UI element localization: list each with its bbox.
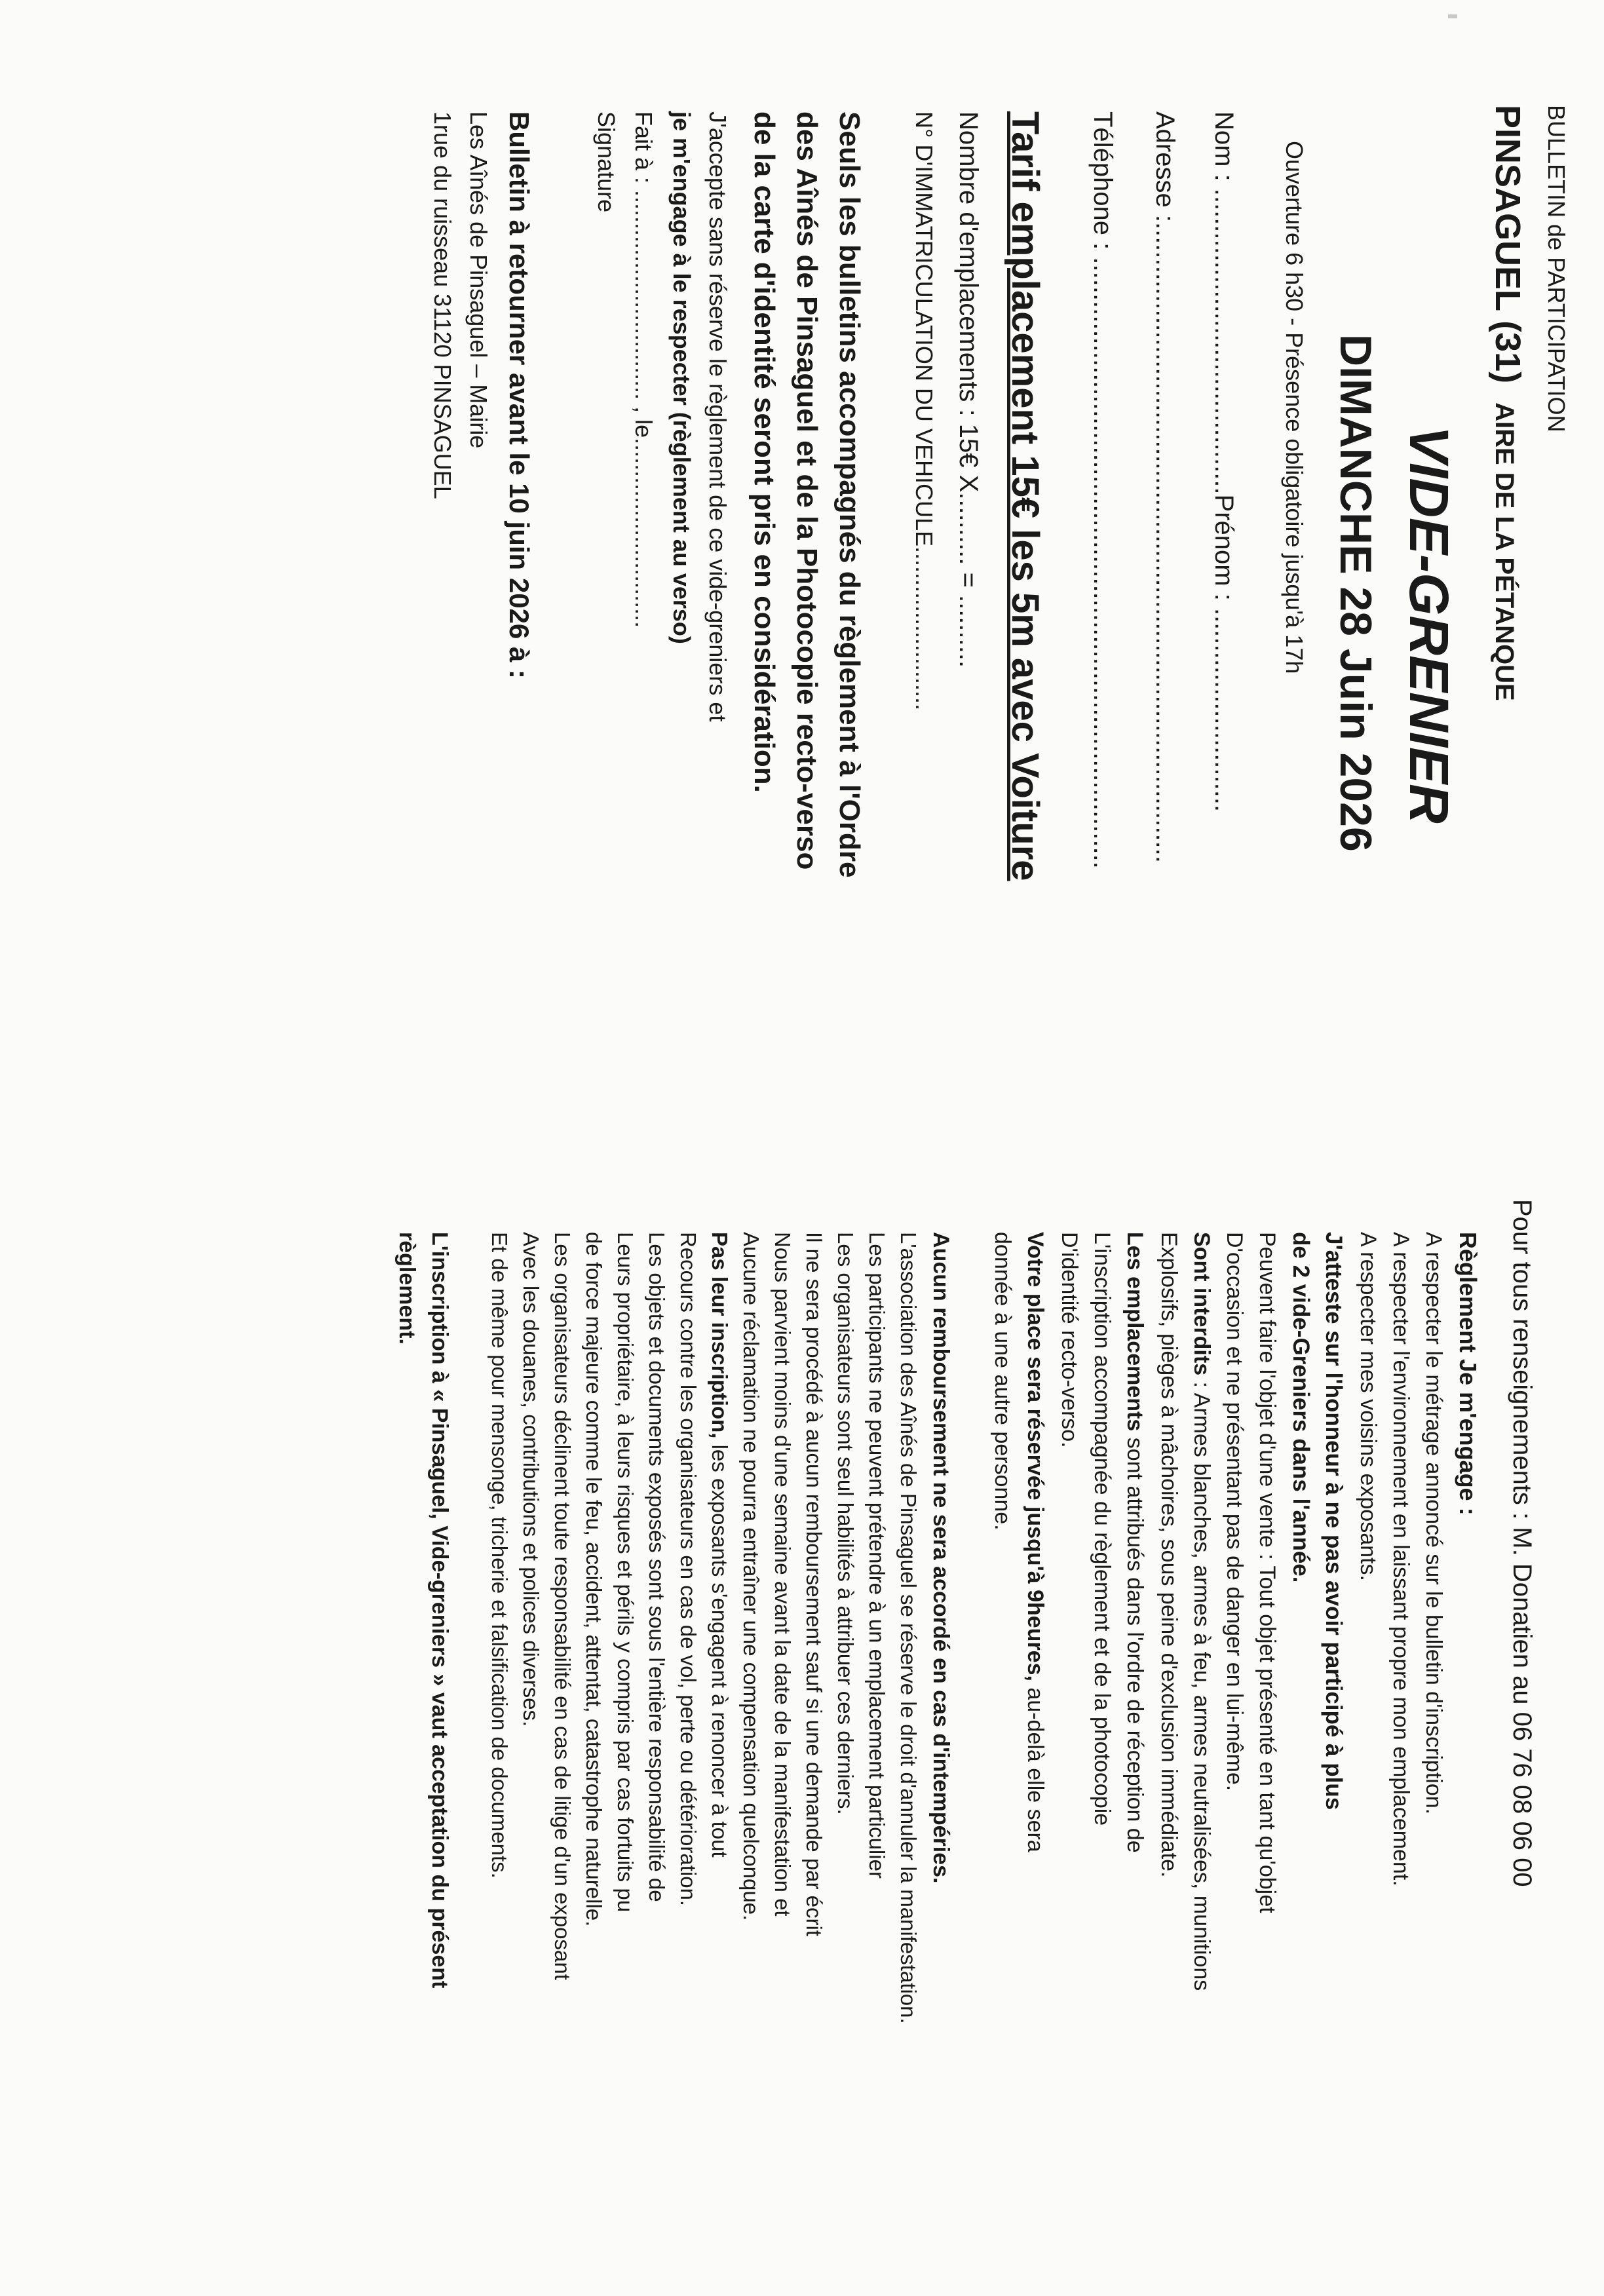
liability-line-3: Les objets et documents exposés sont sous l'entière responsabilité de (645, 1232, 669, 1902)
event-title: VIDE-GRENIER (1398, 426, 1460, 824)
refund-line-6: Aucune réclamation ne pourra entraîner une compensation quelconque. (739, 1232, 763, 1921)
org-town: PINSAGUEL (31) (1488, 105, 1527, 384)
spots-text: sont attribués dans l'ordre de réception de (1122, 1431, 1147, 1853)
spots-line-3: D'identité recto-verso. (1057, 1232, 1082, 1448)
spots-label: Les emplacements (1122, 1232, 1147, 1432)
rule-2: A respecter l'environnement en laissant propre mon emplacement. (1388, 1232, 1413, 1886)
accept-line-1: J'accepte sans réserve le règlement de ce vide-greniers et (704, 111, 731, 722)
contact-line (1509, 1199, 1535, 1887)
refund-line-5: Nous parvient moins d'une semaine avant la date de la manifestation et (771, 1232, 795, 1917)
reservation-line-1 (1024, 1232, 1046, 1852)
forbidden-line-2: Explosifs, pièges à mâchoires, sous peine d'exclusion immédiate. (1156, 1232, 1181, 1878)
opening-hours: Ouverture 6 h30 - Présence obligatoire jusqu'à 17h (1281, 141, 1308, 674)
reservation-text: au-delà elle sera (1023, 1681, 1048, 1852)
contact-text: Pour tous renseignements : M. Donatien au 06 76 08 06 00 (1508, 1199, 1537, 1887)
refund-line-1: L'association des Aînés de Pinsaguel se réserve le droit d'annuler la manifestation. (896, 1232, 921, 2024)
attest-line-2: de 2 vide-Greniers dans l'année. (1288, 1232, 1314, 1583)
refund-line-4: Il ne sera procédé à aucun remboursement sauf si une demande par écrit (802, 1232, 826, 1936)
liability-line-1 (709, 1232, 731, 1858)
places-count-field[interactable]: Nombre d'emplacements : 15€ X.......... = .......... (954, 111, 983, 668)
liability-line-5: de force majeure comme le feu, accident, attentat, catastrophe naturelle. (582, 1232, 606, 1927)
forbidden-label: Sont interdits (1189, 1232, 1214, 1376)
org-line (1490, 105, 1525, 701)
org-place: AIRE DE LA PÉTANQUE (1490, 402, 1519, 701)
vehicle-registration-field[interactable]: N° D'IMMATRICULATION DU VEHICULE......................... (911, 111, 938, 711)
form-header: BULLETIN de PARTICIPATION (1543, 105, 1570, 432)
accept-line-2: je m'engage à le respecter (règlement au verso) (668, 111, 695, 644)
place-date-field[interactable]: Fait à : ................................ , le............................. (630, 111, 657, 628)
spots-line-1 (1124, 1232, 1146, 1853)
price-heading: Tarif emplacement 15€ les 5m avec Voiture (1004, 111, 1046, 881)
forbidden-line-1 (1191, 1232, 1213, 1991)
liability-line-6: Les organisateurs déclinent toute responsabilité en cas de litige d'un exposant (550, 1232, 575, 1980)
acceptance-line-1: L'inscription à « Pinsaguel, Vide-greniers » vaut acceptation du présent (427, 1232, 452, 1989)
event-date: DIMANCHE 28 Juin 2026 (1331, 334, 1381, 852)
liability-line-8: Et de même pour mensonge, tricherie et falsification de documents. (487, 1232, 512, 1879)
reservation-label: Votre place sera réservée jusqu'à 9heures, (1023, 1232, 1048, 1681)
reservation-line-2: donnée à une autre personne. (990, 1232, 1015, 1531)
sale-line-1: Peuvent faire l'objet d'une vente : Tout objet présenté en tant qu'objet (1255, 1232, 1280, 1913)
liability-line-4: Leurs propriétaire, à leurs risques et périls y compris par cas fortuits pu (613, 1232, 638, 1913)
refund-line-3: Les organisateurs sont seul habilités à attribuer ces derniers. (833, 1232, 858, 1815)
signature-label: Signature (593, 111, 620, 213)
refund-line-2: Les participants ne peuvent prétendre à un emplacement particulier (865, 1232, 889, 1879)
liability-line-2: Recours contre les organisateurs en cas de vol, perte ou détérioration. (676, 1232, 700, 1907)
acceptance-line-2: règlement. (394, 1232, 419, 1345)
forbidden-text: : Armes blanches, armes à feu, armes neutralisées, munitions (1189, 1375, 1214, 1991)
spots-line-2: L'inscription accompagnée du règlement et de la photocopie (1090, 1232, 1115, 1826)
rule-1: A respecter le métrage annoncé sur le bulletin d'inscription. (1421, 1232, 1446, 1815)
address-field[interactable]: Adresse :........................................................................................ (1151, 111, 1179, 863)
return-address-2: 1rue du ruisseau 31120 PINSAGUEL (429, 111, 456, 499)
scan-speck (1448, 14, 1457, 18)
conditions-line-3: de la carte d'identité seront pris en considération. (748, 111, 780, 793)
attest-line-1: J'atteste sur l'honneur à ne pas avoir participé à plus (1321, 1232, 1346, 1810)
sale-line-2: D'occasion et ne présentant pas de danger en lui-même. (1222, 1232, 1247, 1791)
conditions-line-1: Seuls les bulletins accompagnés du règlement à l'Ordre (833, 111, 866, 878)
liability-text: les exposants s'engagent à renoncer à tout (708, 1438, 732, 1858)
liability-line-7: Avec les douanes, contributions et polices diverses. (519, 1232, 543, 1727)
name-field[interactable]: Nom : ..........................................Prénom : ............................ (1210, 111, 1238, 813)
conditions-line-2: des Aînés de Pinsaguel et de la Photocopie recto-verso (791, 111, 823, 870)
return-deadline: Bulletin à retourner avant le 10 juin 2026 à : (504, 111, 535, 679)
rules-heading: Règlement Je m'engage : (1455, 1232, 1481, 1516)
return-address-1: Les Aînés de Pinsaguel – Mairie (465, 111, 492, 449)
no-refund-heading: Aucun remboursement ne sera accordé en cas d'intempéries. (928, 1232, 953, 1884)
phone-field[interactable]: Téléphone : .................................................................................... (1088, 111, 1117, 869)
liability-label: Pas leur inscription, (708, 1232, 732, 1439)
rule-3: A respecter mes voisins exposants. (1356, 1232, 1381, 1581)
